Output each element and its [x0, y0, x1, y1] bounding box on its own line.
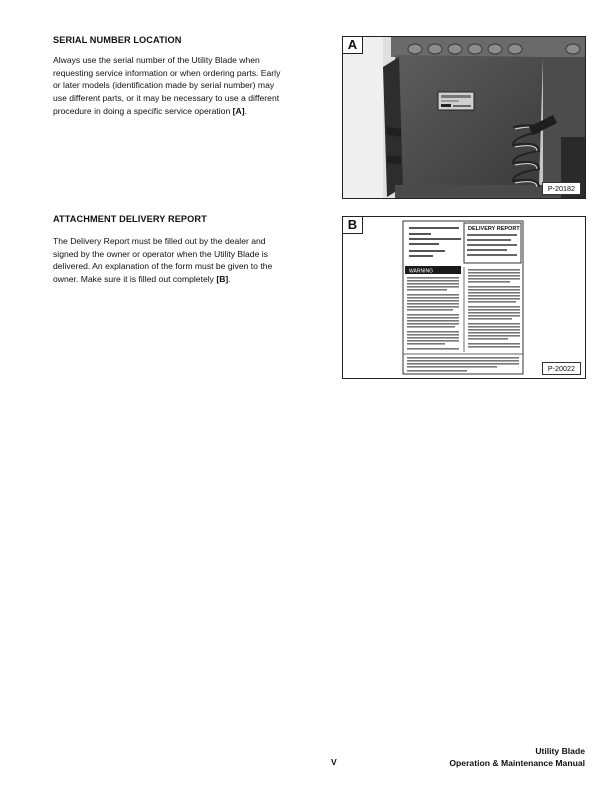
figure-a-serial-plate-photo: [342, 36, 586, 199]
figure-b-delivery-report-form: [342, 216, 586, 379]
figure-letter-b: B: [343, 217, 363, 234]
paragraph-line-last: owner. Make sure it is filled out completely [B].: [53, 274, 231, 285]
paragraph-line: The Delivery Report must be filled out by the dealer and: [53, 236, 266, 246]
warning-label: WARNING: [409, 268, 433, 275]
delivery-report-paragraph: [53, 235, 324, 286]
figure-code-a: P-20182: [542, 182, 581, 195]
page-number: V: [331, 757, 337, 767]
paragraph-line-last: procedure in doing a specific service operation [A].: [53, 105, 247, 116]
figure-reference-b: [B]: [216, 274, 229, 285]
section-heading-delivery-report: ATTACHMENT DELIVERY REPORT: [53, 214, 207, 224]
paragraph-line: signed by the owner or operator when the Utility Blade is: [53, 248, 268, 259]
serial-number-paragraph: [53, 54, 324, 118]
paragraph-line: Always use the serial number of the Utility Blade when: [53, 55, 260, 65]
paragraph-line: delivered. An explanation of the form must be given to the: [53, 261, 273, 272]
figure-letter-a: A: [343, 37, 363, 54]
paragraph-line: or later models (identification made by serial number) may: [53, 80, 275, 91]
section-heading-serial-number: SERIAL NUMBER LOCATION: [53, 35, 182, 45]
paragraph-line: requesting service information or when ordering parts. Early: [53, 67, 281, 78]
serial-plate-photo-illustration: [343, 37, 585, 198]
form-title: DELIVERY REPORT: [468, 226, 520, 232]
figure-reference-a: [A]: [232, 105, 245, 116]
paragraph-line: use different parts, or it may be necessary to use a different: [53, 93, 280, 104]
figure-code-b: P-20022: [542, 362, 581, 375]
footer-title-line1: Utility Blade: [535, 746, 585, 756]
footer-title-line2: Operation & Maintenance Manual: [449, 758, 585, 768]
delivery-report-illustration: [343, 217, 585, 378]
footer-manual-title: [449, 745, 585, 769]
